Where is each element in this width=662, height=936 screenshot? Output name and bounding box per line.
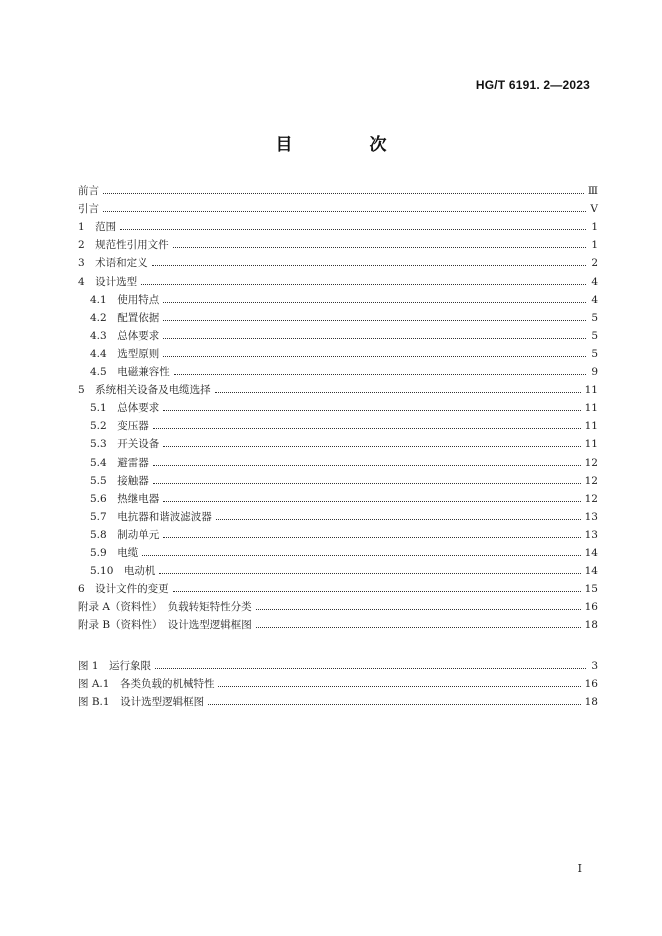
toc-entry[interactable]	[90, 470, 598, 488]
toc-entry-label: 前言	[78, 185, 99, 197]
toc-entry-page: 13	[584, 510, 598, 523]
dot-leader	[153, 465, 581, 466]
toc-entry-label: 引言	[78, 203, 99, 216]
dot-leader	[159, 573, 580, 574]
toc-entry[interactable]	[78, 596, 598, 614]
toc-entry[interactable]	[90, 289, 598, 307]
toc-entry[interactable]	[90, 560, 598, 578]
dot-leader	[163, 356, 586, 357]
toc-entry-label: 附录 A（资料性） 负载转矩特性分类	[78, 601, 252, 614]
dot-leader	[208, 704, 581, 705]
dot-leader	[163, 338, 586, 339]
toc-entry[interactable]	[90, 506, 598, 524]
dot-leader	[218, 686, 580, 687]
toc-entry-label: 5 系统相关设备及电缆选择	[78, 384, 211, 397]
dot-leader	[153, 428, 581, 429]
toc-entry-page: 11	[584, 438, 598, 451]
toc-entry-page: 5	[591, 347, 598, 360]
toc-entry[interactable]	[90, 488, 598, 506]
toc-entry-page: 4	[591, 293, 598, 306]
toc-entry[interactable]	[78, 198, 598, 216]
toc-entry-page: Ⅴ	[590, 203, 598, 216]
toc-entry-page: 1	[591, 239, 598, 252]
dot-leader	[103, 193, 584, 194]
toc-entry-page: 9	[591, 366, 598, 378]
toc-entry-page: 12	[584, 474, 598, 487]
dot-leader	[142, 555, 580, 556]
toc-entry-label: 图 B.1 设计选型逻辑框图	[78, 695, 205, 708]
dot-leader	[163, 320, 586, 321]
dot-leader	[163, 410, 580, 411]
toc-entry-label: 6 设计文件的变更	[78, 583, 169, 596]
toc-entry-label: 5.2 变压器	[90, 420, 149, 433]
standard-code: HG/T 6191. 2—2023	[475, 78, 590, 92]
dot-leader	[153, 483, 581, 484]
toc-entry-page: 12	[584, 492, 598, 505]
toc-entry[interactable]	[90, 343, 598, 361]
toc-entry[interactable]	[78, 180, 598, 198]
toc-entry-label: 2 规范性引用文件	[78, 239, 169, 252]
toc-entry[interactable]	[78, 234, 598, 252]
toc-entry-label: 图 1 运行象限	[78, 659, 152, 672]
toc-entry-label: 5.9 电缆	[90, 547, 139, 559]
toc-entry-label: 4.3 总体要求	[90, 329, 160, 342]
toc-entry[interactable]	[78, 655, 598, 673]
toc-entry-label: 5.3 开关设备	[90, 438, 160, 451]
toc-entry-page: 13	[584, 528, 598, 541]
toc-entry[interactable]	[78, 271, 598, 289]
dot-leader	[173, 247, 586, 248]
dot-leader	[256, 609, 581, 610]
toc-entry-page: 2	[591, 257, 598, 270]
toc-entry-label: 5.10 电动机	[90, 565, 156, 578]
dot-leader	[163, 302, 586, 303]
dot-leader	[120, 229, 586, 230]
toc-entry[interactable]	[78, 673, 598, 691]
dot-leader	[141, 284, 586, 285]
dot-leader	[155, 668, 586, 669]
toc-entry-label: 4.4 选型原则	[90, 347, 160, 360]
toc-entry-page: Ⅲ	[587, 185, 598, 197]
dot-leader	[256, 627, 581, 628]
toc-entry-label: 5.8 制动单元	[90, 528, 160, 541]
toc-entry-page: 11	[584, 384, 598, 397]
toc-entry[interactable]	[78, 379, 598, 397]
toc-entry-page: 4	[591, 275, 598, 288]
page-number: Ⅰ	[577, 862, 582, 875]
toc-entry-label: 5.1 总体要求	[90, 402, 160, 415]
toc-entry-page: 11	[584, 402, 598, 415]
toc-entry-page: 12	[584, 456, 598, 469]
toc-entry[interactable]	[78, 252, 598, 270]
toc-entry-label: 4 设计选型	[78, 275, 138, 288]
toc-entry[interactable]	[78, 614, 598, 632]
toc-entry-page: 1	[591, 221, 598, 234]
dot-leader	[163, 501, 580, 502]
toc-entry-page: 18	[584, 619, 598, 632]
toc-entry[interactable]	[90, 325, 598, 343]
dot-leader	[173, 591, 581, 592]
toc-entry-page: 18	[584, 695, 598, 708]
toc-entry-page: 5	[591, 329, 598, 342]
dot-leader	[152, 265, 586, 266]
toc-entry[interactable]	[90, 415, 598, 433]
toc-entry[interactable]	[78, 578, 598, 596]
toc-entry-label: 5.6 热继电器	[90, 492, 160, 505]
toc-entry-label: 4.2 配置依据	[90, 311, 160, 324]
toc-entry-page: 14	[584, 565, 598, 578]
toc-entry-page: 3	[591, 659, 598, 672]
dot-leader	[103, 211, 586, 212]
toc-entry-page: 16	[584, 601, 598, 614]
toc-entry-label: 附录 B（资料性） 设计选型逻辑框图	[78, 619, 252, 632]
toc-entry-page: 15	[584, 583, 598, 596]
toc-entry[interactable]	[78, 691, 598, 709]
toc-entry-label: 5.7 电抗器和谐波滤波器	[90, 510, 212, 523]
toc-entry[interactable]	[90, 452, 598, 470]
toc-entry[interactable]	[78, 216, 598, 234]
toc-entry-page: 14	[584, 547, 598, 559]
dot-leader	[216, 519, 581, 520]
toc-entry-label: 5.4 避雷器	[90, 456, 149, 469]
toc-entry-label: 4.1 使用特点	[90, 293, 160, 306]
toc-entry-label: 3 术语和定义	[78, 257, 148, 270]
toc-entry-label: 图 A.1 各类负载的机械特性	[78, 677, 215, 690]
toc-entry[interactable]	[90, 361, 598, 379]
dot-leader	[163, 537, 580, 538]
toc-entry[interactable]	[90, 307, 598, 325]
dot-leader	[163, 446, 580, 447]
toc-entry-label: 4.5 电磁兼容性	[90, 366, 170, 378]
page-title: 目 次	[275, 135, 417, 155]
toc-entry-page: 16	[584, 677, 598, 690]
dot-leader	[215, 392, 581, 393]
toc-entry-label: 5.5 接触器	[90, 474, 149, 487]
toc-entry[interactable]	[90, 433, 598, 451]
toc-entry[interactable]	[90, 524, 598, 542]
toc-entry-page: 5	[591, 311, 598, 324]
toc-entry[interactable]	[90, 397, 598, 415]
toc-entry-page: 11	[584, 420, 598, 433]
dot-leader	[174, 374, 586, 375]
toc-entry-label: 1 范围	[78, 221, 117, 234]
toc-entry[interactable]	[90, 542, 598, 560]
